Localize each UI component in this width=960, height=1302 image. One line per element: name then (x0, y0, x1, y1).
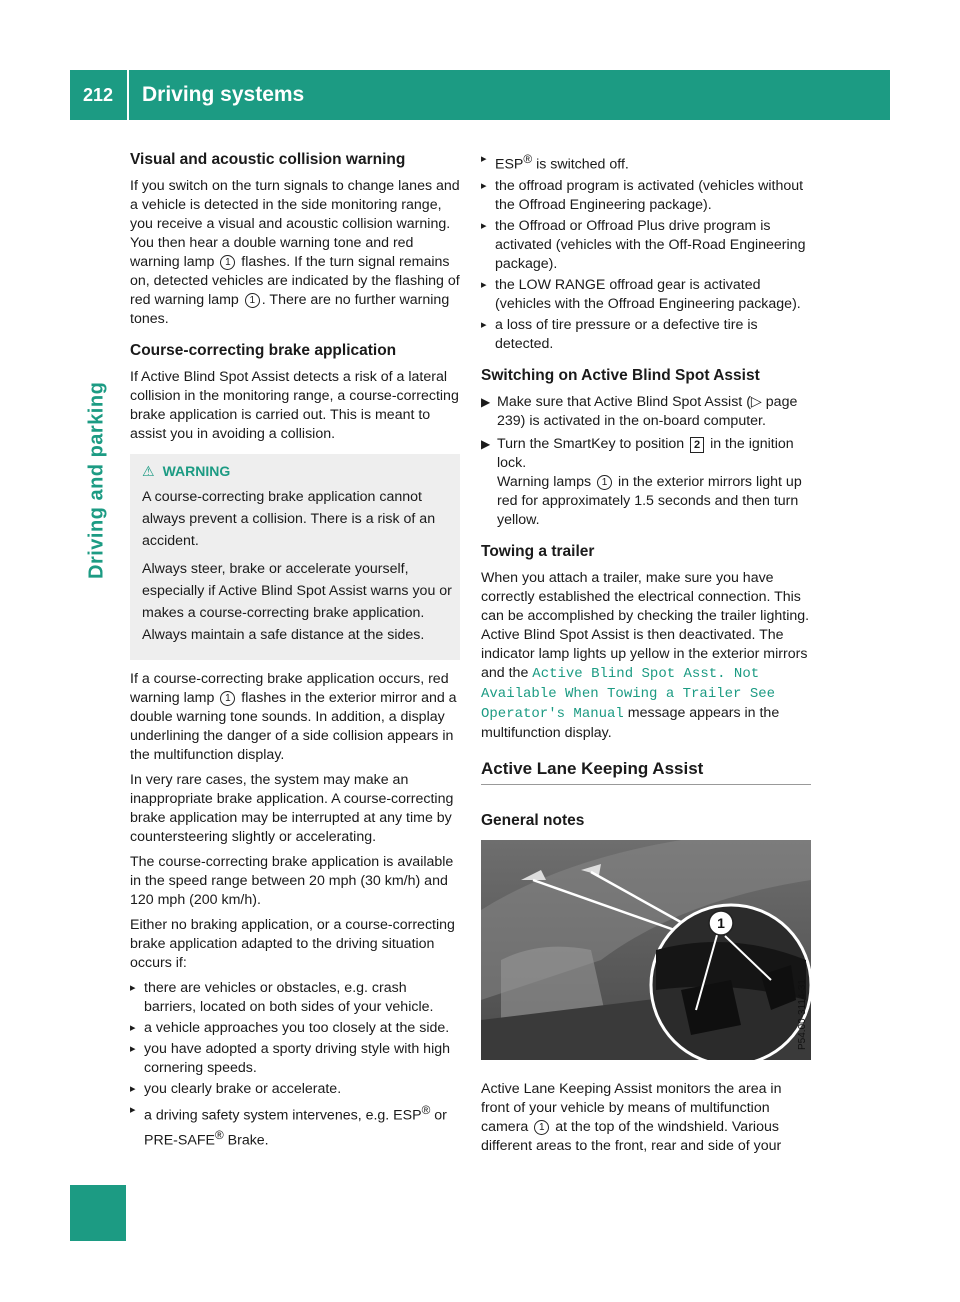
paragraph-availability: The course-correcting brake application is available in the speed range between 20 mph (30 km/h) and 120 mph (200 km/h). (130, 854, 454, 908)
list-item: ▸ a vehicle approaches you too closely at the side. (130, 1019, 460, 1038)
figure-callout-number: 1 (717, 914, 725, 931)
left-column (130, 150, 460, 1156)
warning-box (130, 454, 460, 660)
page-number: 212 (82, 84, 114, 105)
list-item: ▸ a driving safety system intervenes, e.g. ESP® or PRE-SAFE® Brake. (130, 1101, 460, 1150)
figure-code-label: P54.00-3114-31 (797, 978, 808, 1050)
section-title: Driving systems (142, 83, 305, 106)
step-1: ▶ Make sure that Active Blind Spot Assist (▷ page 239) is activated in the on-board computer. (481, 393, 798, 429)
side-tab-label: Driving and parking (85, 381, 108, 579)
circled-one-icon: 1 (534, 1120, 549, 1135)
warning-triangle-icon: ⚠ (142, 463, 155, 479)
list-item: ▸ you have adopted a sporty driving style with high cornering speeds. (130, 1040, 460, 1078)
header-divider (127, 70, 129, 120)
condition-list (130, 979, 460, 1150)
heading-towing: Towing a trailer (481, 542, 595, 560)
warning-text-2: Always steer, brake or accelerate yourself, especially if Active Blind Spot Assist warns you or makes a course-correcting brake application. Always maintain a safe distance at the sides. (142, 561, 452, 643)
heading-general-notes: General notes (481, 811, 585, 829)
camera-illustration (481, 840, 811, 1060)
list-item: ▸ a loss of tire pressure or a defective tire is detected. (481, 316, 811, 354)
windshield-camera-figure (481, 840, 811, 1060)
heading-course-correcting: Course-correcting brake application (130, 342, 397, 359)
paragraph-lane-keeping: Active Lane Keeping Assist monitors the area in front of your vehicle by means of multifunction camera 1 at the top of the windshield. Various different areas to the front, rear and side of your (481, 1080, 782, 1154)
list-item: ▸ there are vehicles or obstacles, e.g. crash barriers, located on both sides of your vehicle. (130, 979, 460, 1017)
warning-text-1: A course-correcting brake application cannot always prevent a collision. There is a risk of an accident. (142, 489, 436, 549)
condition-list-continued (481, 150, 811, 354)
page-reference-link[interactable]: (▷ (746, 393, 762, 410)
heading-visual-warning: Visual and acoustic collision warning (130, 151, 406, 168)
key-position-icon: 2 (690, 437, 704, 453)
paragraph-course-correcting: If Active Blind Spot Assist detects a risk of a lateral collision in the monitoring range, a course-correcting brake application is carried out. This is meant to assist you in avoiding a collision. (130, 369, 459, 442)
heading-switching-on: Switching on Active Blind Spot Assist (481, 366, 760, 384)
paragraph-visual-warning: If you switch on the turn signals to change lanes and a vehicle is detected in the side monitoring range, you receive a visual and acoustic collision warning. You then hear a double warning tone and red warning lamp 1 flashes. If the turn signal remains on, detected vehicles are indicated by the flashing of red warning lamp 1 . There are no further warning tones. (130, 178, 460, 327)
warning-heading: ⚠ WARNING (142, 460, 452, 482)
paragraph-brake-occurs: If a course-correcting brake application occurs, red warning lamp 1 flashes in the exterior mirror and a double warning tone sounds. In addition, a display underlining the danger of a side collision appears in the multifunction display. (130, 671, 457, 763)
paragraph-towing: When you attach a trailer, make sure you have correctly established the electrical connection. This can be accomplished by checking the trailer lighting. Active Blind Spot Assist is then deactivated. The indicator lamp lights up yellow in the exterior mirrors and the Active Blind Spot Asst. Not Available When Towing a Trailer See Operator's Manual message appears in the multifunction display. (481, 569, 810, 741)
heading-lane-keeping: Active Lane Keeping Assist (481, 758, 704, 778)
paragraph-rare-cases: In very rare cases, the system may make an inappropriate brake application. A course-correcting brake application may be interrupted at any time by countersteering slightly or accelerating. (130, 772, 454, 845)
side-tab-marker (70, 1185, 126, 1241)
circled-one-icon: 1 (220, 691, 235, 706)
right-column (481, 150, 811, 1162)
list-item: ▸ you clearly brake or accelerate. (130, 1080, 460, 1099)
step-arrow-icon: ▶ (481, 394, 491, 409)
circled-one-icon: 1 (220, 255, 235, 270)
list-item: ▸ the Offroad or Offroad Plus drive program is activated (vehicles with the Off-Road Engineering package). (481, 217, 811, 274)
list-item: ▸ ESP® is switched off. (481, 150, 811, 175)
circled-one-icon: 1 (245, 293, 260, 308)
display-message: Active Blind Spot Asst. Not Available When Towing a Trailer See Operator's Manual (481, 665, 776, 722)
paragraph-either: Either no braking application, or a course-correcting brake application adapted to the driving situation occurs if: (130, 917, 455, 971)
list-item: ▸ the offroad program is activated (vehicles without the Offroad Engineering package). (481, 177, 811, 215)
step-arrow-icon: ▶ (481, 436, 491, 451)
circled-one-icon: 1 (597, 475, 612, 490)
step-2: ▶ Turn the SmartKey to position 2 in the ignition lock. Warning lamps 1 in the exterior mirrors light up red for approximately 1.5 seconds and then turn yellow. (481, 435, 802, 528)
heading-lane-keeping-wrap (481, 759, 811, 785)
list-item: ▸ the LOW RANGE offroad gear is activated (vehicles with the Offroad Engineering package). (481, 276, 811, 314)
